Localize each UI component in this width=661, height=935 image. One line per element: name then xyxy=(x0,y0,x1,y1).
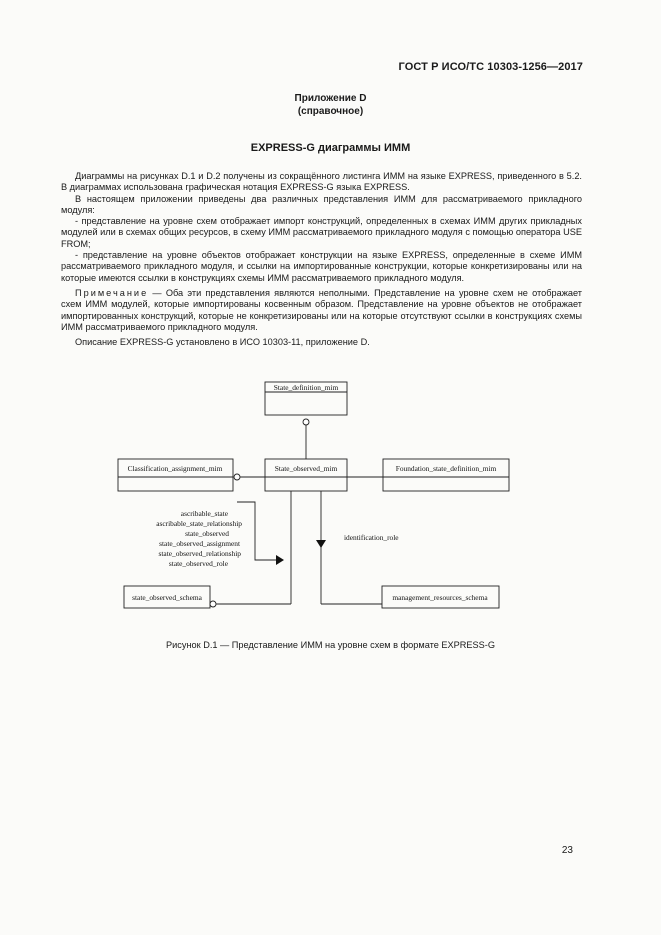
relation-end-circle-bottom xyxy=(210,601,216,607)
arrow-head-right xyxy=(316,540,326,548)
ref-item: state_observed_role xyxy=(168,559,228,568)
label-foundation-state-definition-mim: Foundation_state_definition_mim xyxy=(395,464,497,473)
relation-end-circle-left xyxy=(234,474,240,480)
relation-end-circle-top xyxy=(303,419,309,425)
paragraph-1: Диаграммы на рисунках D.1 и D.2 получены из сокращённого листинга ИММ на языке EXPRESS, приведенного в 5.2. В диаграммах использована графическая нотация EXPRESS-G языка EXPRESS. xyxy=(61,171,582,193)
note-label: Примечание xyxy=(75,287,149,298)
section-title: EXPRESS-G диаграммы ИММ xyxy=(250,142,411,154)
annex-subtitle: (справочное) xyxy=(297,106,364,117)
body-text xyxy=(61,171,582,348)
label-state-observed-mim: State_observed_mim xyxy=(274,464,338,473)
figure-caption: Рисунок D.1 — Представление ИММ на уровне схем в формате EXPRESS-G xyxy=(166,640,495,650)
label-state-observed-schema: state_observed_schema xyxy=(132,593,202,602)
note-paragraph xyxy=(61,288,582,333)
ref-item: state_observed_relationship xyxy=(158,549,241,558)
ref-item: state_observed_assignment xyxy=(159,539,240,548)
ref-item: state_observed xyxy=(185,529,229,538)
paragraph-3: - представление на уровне схем отображает импорт конструкций, определенных в схемах ИММ других прикладных модулей или в схемах общих ресурсов, в схему ИММ рассматриваемого прикладного модуля с помощью оператора USE FROM; xyxy=(61,216,582,249)
label-state-definition-mim: State_definition_mim xyxy=(273,383,339,392)
ref-identification-role: identification_role xyxy=(344,533,399,542)
paragraph-5: Описание EXPRESS-G установлено в ИСО 10303-11, приложение D. xyxy=(75,337,370,348)
arrow-head-left xyxy=(276,555,284,565)
label-management-resources-schema: management_resources_schema xyxy=(392,593,488,602)
express-g-diagram xyxy=(0,370,661,630)
paragraph-2: В настоящем приложении приведены два различных представления ИММ для рассматриваемого прикладного модуля: xyxy=(61,193,582,215)
document-code: ГОСТ Р ИСО/ТС 10303-1256—2017 xyxy=(398,61,583,73)
page-number: 23 xyxy=(561,845,573,856)
annex-title: Приложение D xyxy=(294,93,367,104)
annex-heading xyxy=(0,92,661,118)
ref-item: ascribable_state_relationship xyxy=(156,519,242,528)
ref-item: ascribable_state xyxy=(180,509,228,518)
note-text: — Оба эти представления являются неполными. Представление на уровне схем не отображает схем ИММ модулей, которые импортированы косвенным образом. Представление на уровне объектов не отображает импортированных конструкций, которые не конкретизированы или на которые отсутствуют ссылки в конструкциях схемы ИММ рассматриваемого прикладного модуля. xyxy=(61,287,582,332)
label-classification-assignment-mim: Classification_assignment_mim xyxy=(127,464,223,473)
paragraph-4: - представление на уровне объектов отображает конструкции на языке EXPRESS, определенные в схеме ИММ рассматриваемого прикладного модуля, и ссылки на импортированные конструкции, которые конкретизированы или на которые имеются ссылки в конструкциях схемы ИММ рассматриваемого прикладного модуля. xyxy=(61,250,582,283)
